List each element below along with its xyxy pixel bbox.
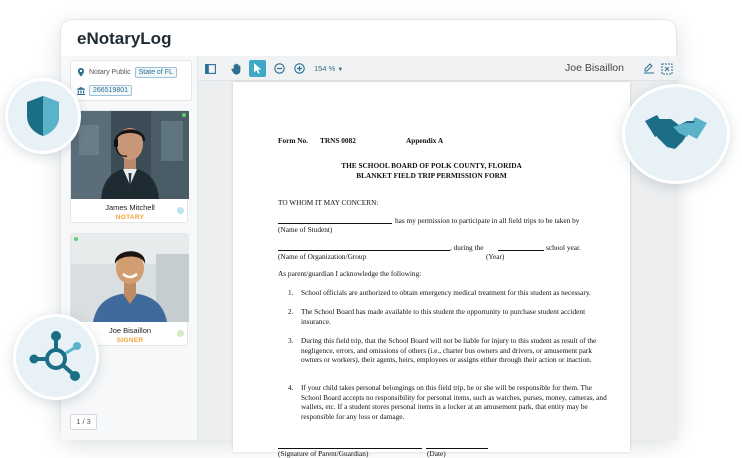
item-number: 1. <box>288 288 294 297</box>
item-text: If your child takes personal belongings on this field trip, he or she will be responsible for them. The School Board accepts no responsibility for personal items, such as watches, purses, money, cameras, and wallets, etc. If a student stores personal items in a locker at an amusement park, that entity may be responsible for any loss or damage. <box>301 383 607 421</box>
form-no-value: TRNS 0082 <box>320 136 356 145</box>
network-icon <box>26 329 86 385</box>
student-name-caption: (Name of Student) <box>278 225 333 234</box>
line2-mid: , during the <box>450 243 484 252</box>
year-caption: (Year) <box>486 252 505 261</box>
student-name-line[interactable] <box>278 223 392 224</box>
chevron-down-icon: ▼ <box>337 67 344 73</box>
shield-icon <box>23 94 63 138</box>
year-line[interactable] <box>498 250 544 251</box>
handshake-icon <box>643 111 709 157</box>
participant-name: Joe Bisaillon <box>108 326 152 335</box>
select-tool-button[interactable] <box>249 60 266 77</box>
notary-state-row <box>77 67 177 78</box>
salutation: TO WHOM IT MAY CONCERN: <box>278 198 379 207</box>
participant-name: James Mitchell <box>105 203 155 212</box>
state-pill: State of FL <box>135 67 177 78</box>
appendix-label: Appendix A <box>406 136 444 145</box>
item-number: 2. <box>288 307 294 316</box>
organization-line[interactable] <box>278 250 450 251</box>
document-viewer[interactable] <box>198 81 678 458</box>
signature-caption: (Signature of Parent/Guardian) <box>278 449 369 458</box>
map-pin-icon <box>77 68 85 77</box>
notary-info-card <box>70 60 192 101</box>
hand-pan-icon <box>231 63 242 75</box>
zoom-out-icon <box>274 63 285 74</box>
pointer-icon <box>254 63 262 74</box>
shield-badge <box>5 78 81 154</box>
line1-text: has my permission to participate in all field trips to be taken by <box>395 216 580 225</box>
item-text: During this field trip, that the School Board will not be liable for injury to this student as result of the negligence, errors, and omissions of others (i.e., charter bus owners and drivers, or amusement park owners or workers), their agents, heirs, employees or assigns either through their action or inaction. <box>301 336 597 365</box>
bank-icon <box>77 87 85 95</box>
stamp-icon <box>661 63 673 75</box>
line2-end: school year. <box>546 243 581 252</box>
item-number: 3. <box>288 336 294 345</box>
online-status-dot <box>182 113 186 117</box>
panel-toggle-button[interactable] <box>202 60 219 77</box>
zoom-out-button[interactable] <box>271 60 288 77</box>
participant-role-notary: NOTARY <box>115 214 145 221</box>
organization-caption: (Name of Organization/Group <box>278 252 367 261</box>
zoom-in-button[interactable] <box>291 60 308 77</box>
document-toolbar <box>198 56 678 81</box>
app-window <box>60 19 677 458</box>
handshake-badge <box>622 84 730 184</box>
mic-status-dot <box>177 330 184 337</box>
mic-status-dot <box>177 207 184 214</box>
notary-video-feed <box>71 111 189 199</box>
commission-row <box>77 85 132 96</box>
item-number: 4. <box>288 383 294 392</box>
signer-video-feed <box>71 234 189 322</box>
participant-role-signer: SIGNER <box>116 337 144 344</box>
current-user-name: Joe Bisaillon <box>565 62 624 74</box>
acknowledge-text: As parent/guardian I acknowledge the following: <box>278 269 422 278</box>
stamp-tool-button[interactable] <box>658 60 675 77</box>
signature-icon <box>643 63 655 74</box>
page-indicator[interactable]: 1 / 3 <box>70 414 97 430</box>
network-badge <box>13 314 99 400</box>
doc-title-line1: THE SCHOOL BOARD OF POLK COUNTY, FLORIDA <box>341 161 522 170</box>
date-caption: (Date) <box>427 449 446 458</box>
notary-public-label: Notary Public <box>89 69 131 76</box>
zoom-value: 154 % <box>314 64 336 73</box>
document-page[interactable] <box>233 82 630 458</box>
item-text: School officials are authorized to obtain emergency medical treatment for this student as necessary. <box>301 288 591 297</box>
pan-tool-button[interactable] <box>228 60 245 77</box>
doc-title-line2: BLANKET FIELD TRIP PERMISSION FORM <box>356 171 507 180</box>
panel-toggle-icon <box>205 64 216 74</box>
form-no-label: Form No. <box>278 136 308 145</box>
online-status-dot <box>74 237 78 241</box>
app-title: eNotaryLog <box>77 29 172 48</box>
commission-number-pill: 266519801 <box>89 85 132 96</box>
item-text: The School Board has made available to this student the opportunity to purchase student accident insurance. <box>301 307 586 326</box>
zoom-select[interactable] <box>314 64 343 73</box>
signature-tool-button[interactable] <box>640 60 657 77</box>
zoom-in-icon <box>294 63 305 74</box>
participant-card-notary[interactable] <box>70 110 188 223</box>
